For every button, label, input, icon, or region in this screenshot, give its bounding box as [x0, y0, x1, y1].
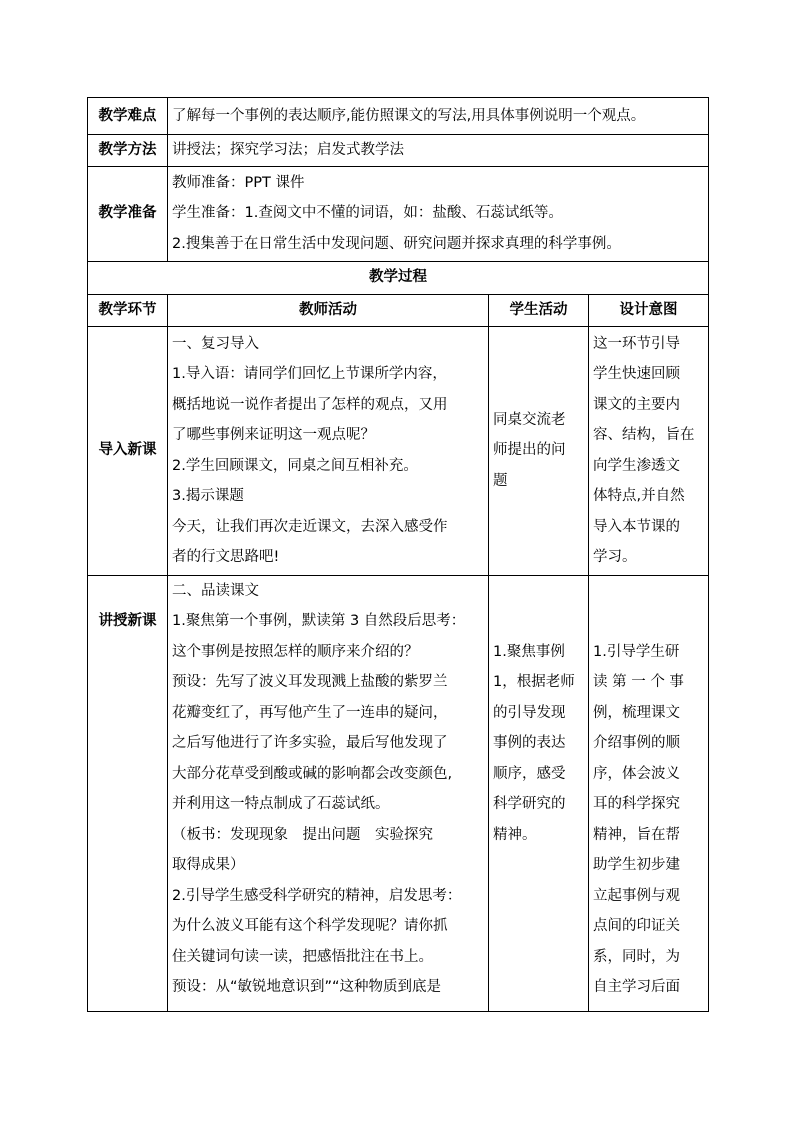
- header-student-activity: 学生活动: [489, 294, 589, 326]
- intent-line: 容、结构，旨在: [593, 427, 695, 443]
- process-title-row: [88, 261, 709, 294]
- intent-line: 1.引导学生研: [593, 643, 680, 660]
- intent-line: 精神，旨在帮: [593, 826, 680, 843]
- teacher-line: 住关键词句读一读，把感悟批注在书上。: [172, 948, 433, 965]
- design-intent-cell: [589, 575, 709, 1011]
- prep-label: 教学准备: [88, 166, 168, 261]
- stage-label: 讲授新课: [88, 575, 168, 1011]
- header-stage: 教学环节: [88, 294, 168, 326]
- lesson-plan-table: [87, 97, 709, 1012]
- teacher-line: 者的行文思路吧!: [172, 549, 280, 565]
- intent-line: 介绍事例的顺: [593, 735, 680, 751]
- student-line: 同桌交流老: [493, 411, 566, 428]
- teacher-line: 今天，让我们再次走近课文，去深入感受作: [172, 518, 448, 535]
- prep-row: [88, 166, 709, 261]
- prep-line: 教师准备：PPT 课件: [172, 174, 305, 191]
- teacher-line: 预设：先写了波义耳发现溅上盐酸的紫罗兰: [172, 674, 448, 690]
- intent-line: 读 第 一 个 事: [593, 674, 684, 690]
- header-design-intent: 设计意图: [589, 294, 709, 326]
- prep-line: 2.搜集善于在日常生活中发现问题、研究问题并探求真理的科学事例。: [172, 235, 621, 252]
- student-activity-cell: [489, 326, 589, 575]
- intent-line: 学生快速回顾: [593, 366, 680, 382]
- intent-line: 系，同时，为: [593, 948, 680, 965]
- teacher-line: 预设：从“敏锐地意识到”“这种物质到底是: [172, 979, 442, 995]
- difficulty-text: 了解每一个事例的表达顺序,能仿照课文的写法,用具体事例说明一个观点。: [168, 98, 709, 135]
- intent-line: 这一环节引导: [593, 335, 680, 352]
- teacher-line: 这个事例是按照怎样的顺序来介绍的？: [172, 643, 419, 660]
- teacher-line: （板书：发现现象 提出问题 实验探究: [172, 826, 433, 843]
- design-intent-cell: [589, 326, 709, 575]
- intent-line: 助学生初步建: [593, 857, 680, 873]
- student-line: 的引导发现: [493, 704, 566, 721]
- student-line: 顺序，感受: [493, 765, 566, 782]
- student-line: 师提出的问: [493, 442, 566, 459]
- student-line: 1.聚焦事例: [493, 643, 565, 660]
- teacher-line: 花瓣变红了，再写他产生了一连串的疑问，: [172, 704, 448, 721]
- stage-row-intro: [88, 326, 709, 575]
- intent-line: 学习。: [593, 549, 637, 565]
- intent-line: 导入本节课的: [593, 518, 680, 535]
- process-header-row: [88, 294, 709, 326]
- student-line: 科学研究的: [493, 796, 566, 812]
- process-title: 教学过程: [88, 261, 709, 294]
- teacher-activity-cell: [168, 326, 489, 575]
- teacher-line: 大部分花草受到酸或碱的影响都会改变颜色,: [172, 765, 453, 782]
- teacher-line: 为什么波义耳能有这个科学发现呢？请你抓: [172, 918, 448, 934]
- header-teacher-activity: 教师活动: [168, 294, 489, 326]
- teacher-line: 取得成果）: [172, 857, 245, 873]
- intent-line: 耳的科学探究: [593, 796, 680, 812]
- teacher-line: 2.引导学生感受科学研究的精神，启发思考：: [172, 887, 462, 904]
- teacher-line: 1.导入语：请同学们回忆上节课所学内容，: [172, 366, 447, 382]
- method-text: 讲授法；探究学习法；启发式教学法: [168, 135, 709, 167]
- intent-line: 自主学习后面: [593, 979, 680, 995]
- student-activity-cell: [489, 575, 589, 1011]
- intent-line: 点间的印证关: [593, 918, 680, 934]
- method-label: 教学方法: [88, 135, 168, 167]
- student-line: 精神。: [493, 826, 537, 843]
- intent-line: 序，体会波义: [593, 765, 680, 782]
- teacher-line: 了哪些事例来证明这一观点呢？: [172, 427, 375, 443]
- teacher-line: 一、复习导入: [172, 335, 259, 352]
- method-row: [88, 135, 709, 167]
- teacher-activity-cell: [168, 575, 489, 1011]
- intent-line: 向学生渗透文: [593, 457, 680, 474]
- stage-label: 导入新课: [88, 326, 168, 575]
- teacher-line: 概括地说一说作者提出了怎样的观点，又用: [172, 396, 448, 413]
- teacher-line: 二、品读课文: [172, 582, 259, 599]
- difficulty-label: 教学难点: [88, 98, 168, 135]
- difficulty-row: [88, 98, 709, 135]
- intent-line: 立起事例与观: [593, 887, 680, 904]
- student-line: 1，根据老师: [493, 674, 575, 690]
- teacher-line: 之后写他进行了许多实验，最后写他发现了: [172, 735, 448, 751]
- teacher-line: 2.学生回顾课文，同桌之间互相补充。: [172, 457, 418, 474]
- teacher-line: 1.聚焦第一个事例，默读第 3 自然段后思考：: [172, 613, 466, 629]
- prep-line: 学生准备：1.查阅文中不懂的词语，如：盐酸、石蕊试纸等。: [172, 205, 563, 222]
- student-line: 题: [493, 472, 508, 489]
- intent-line: 例，梳理课文: [593, 704, 680, 721]
- teacher-line: 3.揭示课题: [172, 488, 244, 504]
- intent-line: 体特点,并自然: [593, 488, 685, 504]
- stage-row-new-lesson: [88, 575, 709, 1011]
- teacher-line: 并利用这一特点制成了石蕊试纸。: [172, 796, 390, 812]
- prep-text: [168, 166, 709, 261]
- intent-line: 课文的主要内: [593, 396, 680, 413]
- student-line: 事例的表达: [493, 735, 566, 751]
